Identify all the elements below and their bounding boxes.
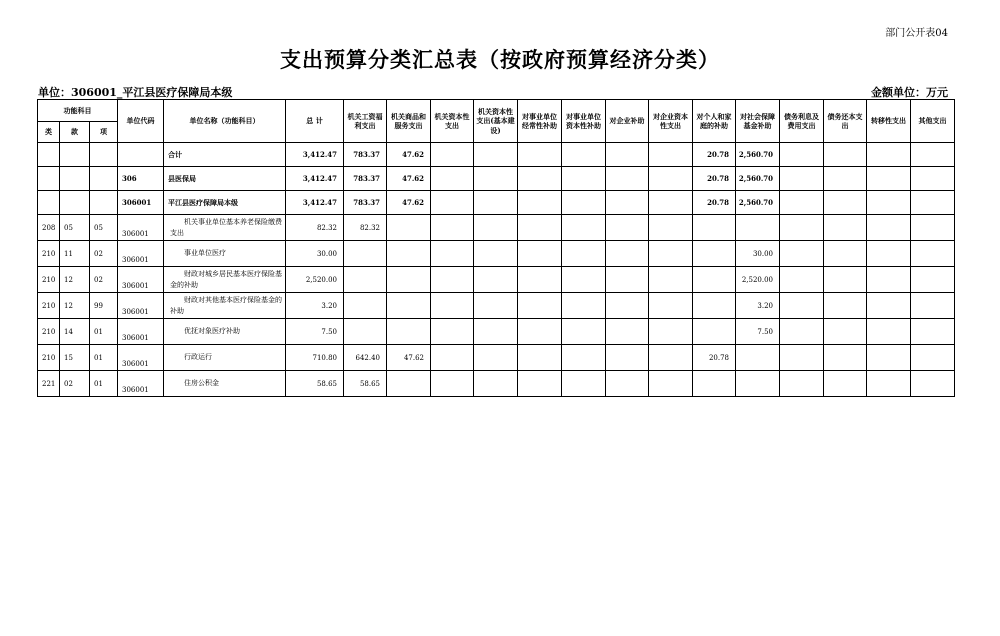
cell-c9 bbox=[693, 215, 736, 241]
cell-c2 bbox=[387, 371, 431, 397]
cell-c10: 2,520.00 bbox=[736, 267, 780, 293]
cell-c9 bbox=[693, 319, 736, 345]
cell-unit-name: 住房公积金 bbox=[164, 371, 286, 397]
cell-c14 bbox=[911, 267, 955, 293]
cell-c4 bbox=[474, 319, 518, 345]
cell-kuan bbox=[60, 191, 90, 215]
table-row bbox=[38, 215, 955, 241]
cell-c3 bbox=[431, 319, 474, 345]
cell-c10: 30.00 bbox=[736, 241, 780, 267]
cell-unit-code: 306001 bbox=[118, 267, 164, 293]
cell-kuan: 05 bbox=[60, 215, 90, 241]
cell-kuan: 12 bbox=[60, 267, 90, 293]
cell-lei bbox=[38, 191, 60, 215]
cell-c8 bbox=[649, 143, 693, 167]
cell-c5 bbox=[518, 319, 562, 345]
cell-kuan bbox=[60, 167, 90, 191]
cell-c2 bbox=[387, 267, 431, 293]
cell-c10: 3.20 bbox=[736, 293, 780, 319]
header-total: 总 计 bbox=[286, 100, 344, 143]
cell-c11 bbox=[780, 293, 824, 319]
table-row bbox=[38, 293, 955, 319]
cell-unit-name: 事业单位医疗 bbox=[164, 241, 286, 267]
cell-xiang: 02 bbox=[90, 241, 118, 267]
cell-total: 710.80 bbox=[286, 345, 344, 371]
header-c13: 转移性支出 bbox=[867, 100, 911, 143]
table-header bbox=[38, 100, 955, 143]
cell-c4 bbox=[474, 167, 518, 191]
cell-lei: 210 bbox=[38, 241, 60, 267]
cell-c14 bbox=[911, 293, 955, 319]
cell-xiang: 99 bbox=[90, 293, 118, 319]
header-c8: 对企业资本性支出 bbox=[649, 100, 693, 143]
cell-c10: 2,560.70 bbox=[736, 143, 780, 167]
cell-c9: 20.78 bbox=[693, 167, 736, 191]
cell-xiang: 01 bbox=[90, 371, 118, 397]
header-c3: 机关资本性支出 bbox=[431, 100, 474, 143]
cell-c7 bbox=[606, 319, 649, 345]
cell-c7 bbox=[606, 267, 649, 293]
cell-c6 bbox=[562, 293, 606, 319]
cell-c7 bbox=[606, 293, 649, 319]
cell-c6 bbox=[562, 167, 606, 191]
cell-c9 bbox=[693, 241, 736, 267]
cell-c1 bbox=[344, 293, 387, 319]
cell-total: 30.00 bbox=[286, 241, 344, 267]
cell-c4 bbox=[474, 191, 518, 215]
table-row bbox=[38, 267, 955, 293]
unit-label: 单位：306001_平江县医疗保障局本级 bbox=[38, 86, 233, 99]
cell-c13 bbox=[867, 293, 911, 319]
cell-c1: 783.37 bbox=[344, 167, 387, 191]
cell-c12 bbox=[824, 345, 867, 371]
cell-c11 bbox=[780, 345, 824, 371]
cell-c14 bbox=[911, 345, 955, 371]
cell-c12 bbox=[824, 293, 867, 319]
cell-c13 bbox=[867, 241, 911, 267]
cell-c12 bbox=[824, 267, 867, 293]
cell-kuan: 15 bbox=[60, 345, 90, 371]
cell-total: 3,412.47 bbox=[286, 143, 344, 167]
cell-c11 bbox=[780, 191, 824, 215]
cell-c6 bbox=[562, 371, 606, 397]
cell-c5 bbox=[518, 371, 562, 397]
cell-c11 bbox=[780, 371, 824, 397]
cell-c10 bbox=[736, 345, 780, 371]
cell-c3 bbox=[431, 345, 474, 371]
cell-c8 bbox=[649, 241, 693, 267]
cell-c6 bbox=[562, 215, 606, 241]
cell-xiang bbox=[90, 167, 118, 191]
header-c6: 对事业单位资本性补助 bbox=[562, 100, 606, 143]
cell-total: 82.32 bbox=[286, 215, 344, 241]
cell-lei: 210 bbox=[38, 345, 60, 371]
cell-c6 bbox=[562, 319, 606, 345]
header-c2: 机关商品和服务支出 bbox=[387, 100, 431, 143]
table-row bbox=[38, 371, 955, 397]
header-c11: 债务利息及费用支出 bbox=[780, 100, 824, 143]
cell-c8 bbox=[649, 345, 693, 371]
cell-c6 bbox=[562, 191, 606, 215]
cell-c13 bbox=[867, 267, 911, 293]
page-title: 支出预算分类汇总表（按政府预算经济分类） bbox=[280, 47, 720, 72]
cell-total: 7.50 bbox=[286, 319, 344, 345]
cell-c10 bbox=[736, 371, 780, 397]
cell-unit-name: 行政运行 bbox=[164, 345, 286, 371]
cell-c4 bbox=[474, 293, 518, 319]
cell-c1: 783.37 bbox=[344, 143, 387, 167]
header-xiang: 项 bbox=[90, 122, 118, 143]
header-c10: 对社会保障基金补助 bbox=[736, 100, 780, 143]
cell-unit-name: 合计 bbox=[164, 143, 286, 167]
cell-c3 bbox=[431, 167, 474, 191]
cell-c3 bbox=[431, 267, 474, 293]
cell-c8 bbox=[649, 215, 693, 241]
cell-c3 bbox=[431, 215, 474, 241]
cell-xiang bbox=[90, 143, 118, 167]
cell-c3 bbox=[431, 371, 474, 397]
cell-c11 bbox=[780, 143, 824, 167]
cell-c11 bbox=[780, 167, 824, 191]
cell-c10 bbox=[736, 215, 780, 241]
cell-lei bbox=[38, 143, 60, 167]
amount-unit-label: 金额单位：万元 bbox=[871, 86, 948, 99]
cell-c1: 82.32 bbox=[344, 215, 387, 241]
cell-c13 bbox=[867, 319, 911, 345]
header-lei: 类 bbox=[38, 122, 60, 143]
header-c5: 对事业单位经常性补助 bbox=[518, 100, 562, 143]
cell-total: 3.20 bbox=[286, 293, 344, 319]
cell-c4 bbox=[474, 345, 518, 371]
table-row bbox=[38, 167, 955, 191]
cell-c1 bbox=[344, 319, 387, 345]
cell-c9 bbox=[693, 267, 736, 293]
cell-c2: 47.62 bbox=[387, 167, 431, 191]
cell-c13 bbox=[867, 371, 911, 397]
cell-c14 bbox=[911, 215, 955, 241]
header-c9: 对个人和家庭的补助 bbox=[693, 100, 736, 143]
cell-c9 bbox=[693, 293, 736, 319]
header-c1: 机关工资福利支出 bbox=[344, 100, 387, 143]
cell-c5 bbox=[518, 191, 562, 215]
cell-c2 bbox=[387, 319, 431, 345]
table-row bbox=[38, 319, 955, 345]
cell-unit-code: 306 bbox=[118, 167, 164, 191]
cell-unit-name: 优抚对象医疗补助 bbox=[164, 319, 286, 345]
cell-c7 bbox=[606, 345, 649, 371]
budget-table bbox=[37, 99, 955, 397]
cell-c8 bbox=[649, 267, 693, 293]
header-unit-name: 单位名称（功能科目） bbox=[164, 100, 286, 143]
cell-c13 bbox=[867, 215, 911, 241]
cell-total: 3,412.47 bbox=[286, 191, 344, 215]
cell-total: 3,412.47 bbox=[286, 167, 344, 191]
cell-lei: 210 bbox=[38, 319, 60, 345]
cell-c10: 2,560.70 bbox=[736, 167, 780, 191]
cell-c3 bbox=[431, 143, 474, 167]
cell-xiang bbox=[90, 191, 118, 215]
cell-kuan: 11 bbox=[60, 241, 90, 267]
cell-xiang: 02 bbox=[90, 267, 118, 293]
cell-c13 bbox=[867, 167, 911, 191]
cell-c8 bbox=[649, 319, 693, 345]
header-c7: 对企业补助 bbox=[606, 100, 649, 143]
cell-c12 bbox=[824, 215, 867, 241]
cell-unit-code: 306001 bbox=[118, 215, 164, 241]
cell-c7 bbox=[606, 371, 649, 397]
cell-c11 bbox=[780, 215, 824, 241]
cell-c4 bbox=[474, 267, 518, 293]
cell-c8 bbox=[649, 191, 693, 215]
cell-unit-name: 县医保局 bbox=[164, 167, 286, 191]
cell-unit-code: 306001 bbox=[118, 345, 164, 371]
cell-c2: 47.62 bbox=[387, 191, 431, 215]
header-c4: 机关资本性支出(基本建设) bbox=[474, 100, 518, 143]
cell-c4 bbox=[474, 215, 518, 241]
cell-unit-code: 306001 bbox=[118, 293, 164, 319]
cell-c5 bbox=[518, 267, 562, 293]
cell-unit-name: 机关事业单位基本养老保险缴费支出 bbox=[164, 215, 286, 241]
cell-c4 bbox=[474, 371, 518, 397]
cell-c3 bbox=[431, 191, 474, 215]
cell-c11 bbox=[780, 241, 824, 267]
cell-c7 bbox=[606, 215, 649, 241]
cell-unit-code: 306001 bbox=[118, 371, 164, 397]
cell-lei: 221 bbox=[38, 371, 60, 397]
cell-c1: 58.65 bbox=[344, 371, 387, 397]
cell-c14 bbox=[911, 319, 955, 345]
cell-c2: 47.62 bbox=[387, 143, 431, 167]
cell-c7 bbox=[606, 191, 649, 215]
cell-unit-code bbox=[118, 143, 164, 167]
cell-c4 bbox=[474, 241, 518, 267]
cell-lei: 208 bbox=[38, 215, 60, 241]
cell-unit-code: 306001 bbox=[118, 241, 164, 267]
cell-c10: 7.50 bbox=[736, 319, 780, 345]
cell-unit-name: 财政对城乡居民基本医疗保险基金的补助 bbox=[164, 267, 286, 293]
cell-c12 bbox=[824, 143, 867, 167]
cell-c5 bbox=[518, 143, 562, 167]
cell-c9 bbox=[693, 371, 736, 397]
cell-c8 bbox=[649, 293, 693, 319]
cell-c3 bbox=[431, 241, 474, 267]
cell-c9: 20.78 bbox=[693, 345, 736, 371]
cell-c7 bbox=[606, 143, 649, 167]
cell-total: 58.65 bbox=[286, 371, 344, 397]
cell-c1 bbox=[344, 241, 387, 267]
cell-unit-name: 财政对其他基本医疗保险基金的补助 bbox=[164, 293, 286, 319]
cell-unit-code: 306001 bbox=[118, 191, 164, 215]
cell-lei: 210 bbox=[38, 267, 60, 293]
cell-c14 bbox=[911, 167, 955, 191]
header-unit-code: 单位代码 bbox=[118, 100, 164, 143]
cell-c9: 20.78 bbox=[693, 143, 736, 167]
cell-c12 bbox=[824, 371, 867, 397]
cell-xiang: 01 bbox=[90, 319, 118, 345]
cell-c8 bbox=[649, 371, 693, 397]
cell-c9: 20.78 bbox=[693, 191, 736, 215]
cell-c1: 783.37 bbox=[344, 191, 387, 215]
cell-c5 bbox=[518, 293, 562, 319]
cell-c6 bbox=[562, 267, 606, 293]
cell-c1: 642.40 bbox=[344, 345, 387, 371]
cell-c5 bbox=[518, 241, 562, 267]
header-c14: 其他支出 bbox=[911, 100, 955, 143]
cell-c7 bbox=[606, 241, 649, 267]
cell-c13 bbox=[867, 191, 911, 215]
header-c12: 债务还本支出 bbox=[824, 100, 867, 143]
cell-c8 bbox=[649, 167, 693, 191]
cell-c14 bbox=[911, 241, 955, 267]
cell-c10: 2,560.70 bbox=[736, 191, 780, 215]
cell-lei bbox=[38, 167, 60, 191]
cell-c13 bbox=[867, 345, 911, 371]
cell-c2 bbox=[387, 293, 431, 319]
table-body bbox=[38, 143, 955, 397]
cell-c5 bbox=[518, 215, 562, 241]
cell-c6 bbox=[562, 143, 606, 167]
cell-c12 bbox=[824, 191, 867, 215]
table-row bbox=[38, 345, 955, 371]
cell-unit-name: 平江县医疗保障局本级 bbox=[164, 191, 286, 215]
table-row bbox=[38, 191, 955, 215]
cell-kuan: 14 bbox=[60, 319, 90, 345]
cell-c11 bbox=[780, 319, 824, 345]
cell-c12 bbox=[824, 319, 867, 345]
header-kuan: 款 bbox=[60, 122, 90, 143]
cell-c11 bbox=[780, 267, 824, 293]
cell-c6 bbox=[562, 241, 606, 267]
cell-unit-code: 306001 bbox=[118, 319, 164, 345]
cell-c2 bbox=[387, 241, 431, 267]
cell-c2: 47.62 bbox=[387, 345, 431, 371]
form-number-tag: 部门公开表04 bbox=[885, 28, 948, 39]
header-func-subject: 功能科目 bbox=[38, 100, 118, 122]
cell-c1 bbox=[344, 267, 387, 293]
cell-c13 bbox=[867, 143, 911, 167]
cell-c14 bbox=[911, 143, 955, 167]
cell-kuan: 12 bbox=[60, 293, 90, 319]
cell-total: 2,520.00 bbox=[286, 267, 344, 293]
cell-c12 bbox=[824, 241, 867, 267]
cell-kuan: 02 bbox=[60, 371, 90, 397]
cell-c5 bbox=[518, 345, 562, 371]
cell-c7 bbox=[606, 167, 649, 191]
table-row bbox=[38, 241, 955, 267]
cell-c14 bbox=[911, 191, 955, 215]
cell-c2 bbox=[387, 215, 431, 241]
cell-lei: 210 bbox=[38, 293, 60, 319]
cell-xiang: 05 bbox=[90, 215, 118, 241]
cell-c12 bbox=[824, 167, 867, 191]
cell-c5 bbox=[518, 167, 562, 191]
cell-xiang: 01 bbox=[90, 345, 118, 371]
cell-c6 bbox=[562, 345, 606, 371]
cell-c3 bbox=[431, 293, 474, 319]
table-row bbox=[38, 143, 955, 167]
cell-c14 bbox=[911, 371, 955, 397]
cell-kuan bbox=[60, 143, 90, 167]
cell-c4 bbox=[474, 143, 518, 167]
